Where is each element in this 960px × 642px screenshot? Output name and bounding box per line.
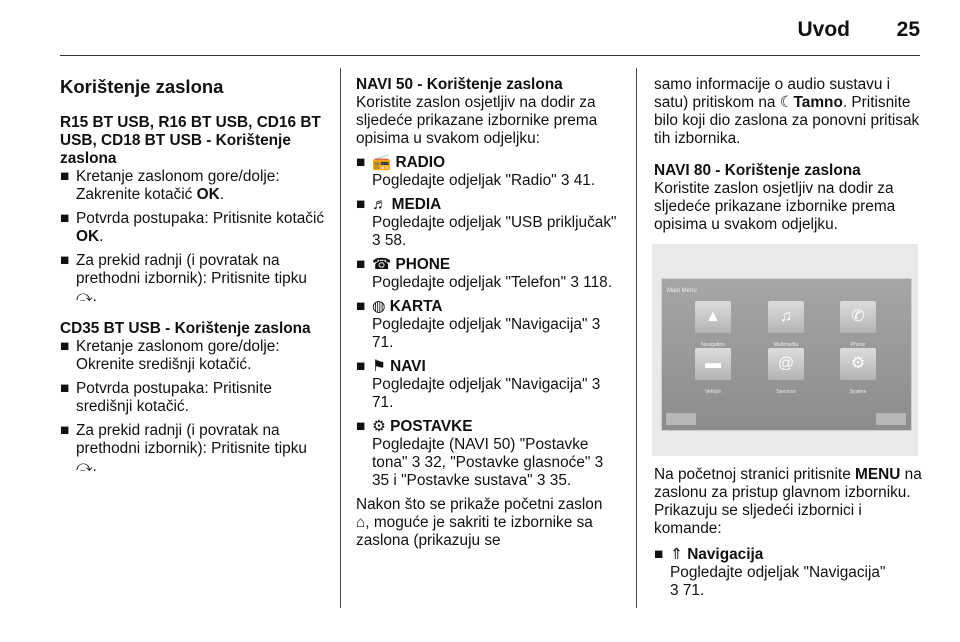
- tile-label: Vehicle: [704, 389, 722, 395]
- ref-arrow-icon: 3: [670, 582, 679, 599]
- bullet-icon: ■: [356, 358, 366, 375]
- menu-entry-desc: Pogledajte odjeljak "Navigacija" 3 71.: [372, 316, 601, 351]
- ref-arrow-icon: 3: [591, 376, 601, 393]
- flag-icon: ⚑: [372, 358, 386, 375]
- home-icon: ⌂: [356, 514, 366, 531]
- tile-label: Navigation: [701, 342, 725, 348]
- menu-entry-desc: Pogledajte odjeljak "Telefon" 3 118.: [372, 274, 612, 291]
- menu-entry-postavke: ■ ⚙ POSTAVKE: [356, 418, 473, 435]
- continued-text: samo informacije o audio sustavu i satu) pritiskom na ☾Tamno. Pritisnite bilo koji dio zaslona za ponovni pritisak tih izbornika.: [654, 76, 920, 147]
- intro-text: Koristite zaslon osjetljiv na dodir za sljedeće prikazane izbornike prema opisima u svakom odjeljku.: [654, 180, 896, 233]
- phone-icon: ☎: [372, 256, 392, 273]
- bullet-icon: ■: [60, 380, 70, 397]
- bullet-icon: ■: [356, 154, 366, 171]
- column-middle: [356, 76, 618, 550]
- menu-entry-media: ■ ♬ MEDIA: [356, 196, 442, 213]
- moon-icon: ☾: [779, 94, 794, 111]
- ref-arrow-icon: 3: [591, 316, 601, 333]
- multimedia-tile-icon: ♫: [768, 301, 804, 333]
- map-icon: ◍: [372, 298, 386, 315]
- list-item: ■ Za prekid radnji (i povratak na prethodni izbornik): Pritisnite tipku ⤼.: [60, 422, 307, 475]
- bullet-icon: ■: [60, 210, 70, 227]
- column-divider: [340, 68, 341, 608]
- phone-tile-icon: ✆: [840, 301, 876, 333]
- bullet-icon: ■: [60, 168, 70, 185]
- subheading-navi50: NAVI 50 - Korištenje zaslona: [356, 76, 563, 93]
- bullet-icon: ■: [356, 196, 366, 213]
- bullet-icon: ■: [654, 546, 664, 563]
- menu-entry-karta: ■ ◍ KARTA: [356, 298, 443, 315]
- subheading-navi80: NAVI 80 - Korištenje zaslona: [654, 162, 861, 179]
- bullet-icon: ■: [356, 256, 366, 273]
- header-title: Uvod: [797, 18, 850, 41]
- main-menu-screenshot: [652, 244, 918, 456]
- list-item: ■ Potvrda postupaka: Pritisnite središnji kotačić.: [60, 380, 272, 415]
- intro-text: Koristite zaslon osjetljiv na dodir za sljedeće prikazane izbornike prema opisima u svakom odjeljku:: [356, 94, 598, 147]
- screen-back-button: [666, 413, 696, 425]
- ref-arrow-icon: 3: [560, 172, 570, 189]
- tile-label: System: [849, 389, 867, 395]
- navigation-tile-icon: ▲: [695, 301, 731, 333]
- music-icon: ♬: [372, 196, 388, 213]
- tile-label: Phone: [850, 342, 866, 348]
- ref-arrow-icon: 3: [570, 274, 579, 291]
- bullet-icon: ■: [60, 252, 70, 269]
- list-item: ■ Za prekid radnji (i povratak na prethodni izbornik): Pritisnite tipku ⤼.: [60, 252, 307, 305]
- tile-label: Services: [776, 389, 796, 395]
- back-icon: ⤼: [76, 458, 93, 475]
- bullet-icon: ■: [356, 298, 366, 315]
- ref-arrow-icon: 3: [594, 454, 604, 471]
- settings-icon: ⚙: [372, 418, 386, 435]
- column-left: [60, 76, 330, 476]
- column-right: [654, 76, 926, 600]
- ref-arrow-icon: 3: [536, 472, 546, 489]
- arrow-up-icon: ⇑: [670, 546, 683, 563]
- menu-entry-radio: ■ 📻 RADIO: [356, 154, 446, 171]
- page-header: [0, 0, 960, 48]
- header-rule: [60, 55, 920, 56]
- subheading-usb-radios: R15 BT USB, R16 BT USB, CD16 BT USB, CD18 BT USB - Korištenje zaslona: [60, 114, 321, 167]
- screen-forward-button: [876, 413, 906, 425]
- menu-entry-desc: Pogledajte odjeljak "Navigacija" 3 71.: [372, 376, 601, 411]
- list-item: ■ Potvrda postupaka: Pritisnite kotačić OK.: [60, 210, 325, 245]
- radio-icon: 📻: [372, 154, 392, 171]
- ref-arrow-icon: 3: [411, 454, 421, 471]
- back-icon: ⤼: [76, 288, 93, 305]
- menu-entry-navigacija: ■ ⇑ Navigacija: [654, 546, 764, 563]
- vehicle-tile-icon: ▬: [695, 348, 731, 380]
- column-divider: [636, 68, 637, 608]
- menu-entry-desc: Pogledajte odjeljak "USB priključak" 3 58.: [372, 214, 617, 249]
- page-number: 25: [896, 18, 920, 41]
- menu-entry-desc: Pogledajte (NAVI 50) "Postavke tona" 3 32, "Postavke glasnoće" 3 35 i "Postavke sustava" 3 35.: [372, 436, 604, 489]
- subheading-cd35: CD35 BT USB - Korištenje zaslona: [60, 320, 311, 337]
- after-text: Na početnoj stranici pritisnite MENU na zaslonu za pristup glavnom izborniku. Prikazuju se sljedeći izbornici i komande:: [654, 466, 922, 537]
- system-tile-icon: ⚙: [840, 348, 876, 380]
- menu-entry-desc: Pogledajte odjeljak "Radio" 3 41.: [372, 172, 596, 189]
- closing-text: Nakon što se prikaže početni zaslon ⌂, moguće je sakriti te izbornike sa zaslona (prikazuju se: [356, 496, 603, 549]
- services-tile-icon: @: [768, 348, 804, 380]
- bullet-icon: ■: [60, 422, 70, 439]
- ref-arrow-icon: 3: [372, 232, 381, 249]
- list-item: ■ Kretanje zaslonom gore/dolje: Okrenite središnji kotačić.: [60, 338, 280, 373]
- menu-entry-phone: ■ ☎ PHONE: [356, 256, 451, 273]
- bullet-icon: ■: [356, 418, 366, 435]
- bullet-icon: ■: [60, 338, 70, 355]
- section-heading: Korištenje zaslona: [60, 76, 224, 97]
- tile-label: Multimedia: [773, 342, 799, 348]
- list-item: ■ Kretanje zaslonom gore/dolje: Zakrenite kotačić OK.: [60, 168, 280, 203]
- screen-display: [661, 278, 912, 431]
- menu-entry-desc: Pogledajte odjeljak "Navigacija" 3 71.: [670, 564, 886, 599]
- menu-entry-navi: ■ ⚑ NAVI: [356, 358, 426, 375]
- screen-title: Main Menu: [667, 288, 697, 294]
